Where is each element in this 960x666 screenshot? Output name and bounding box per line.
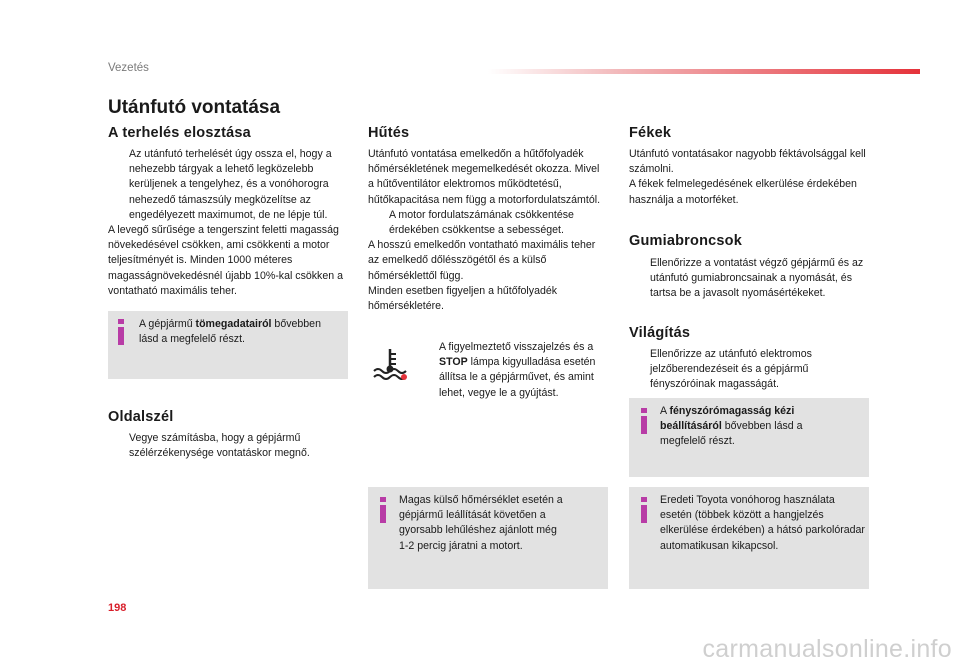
info-icon bbox=[639, 497, 649, 523]
coolant-temperature-warning-icon bbox=[372, 347, 408, 381]
heading-crosswind: Oldalszél bbox=[108, 409, 174, 425]
info-icon bbox=[116, 319, 126, 345]
info-box-mass-data bbox=[108, 311, 348, 379]
paragraph: Utánfutó vontatása emelkedőn a hűtőfolyadék hőmérsékletének megemelkedését okozza. Mivel a hűtőventilátor elektromos működtetésű, hűtőkapacitása nem függ a motorfordulatszámtól. bbox=[368, 148, 601, 206]
paragraph: Utánfutó vontatásakor nagyobb féktávolsággal kell számolni. bbox=[629, 148, 866, 176]
list-item: Ellenőrizze az utánfutó elektromos jelzőberendezéseit és a gépjármű fényszóróinak magasságát. bbox=[650, 348, 812, 391]
crosswind-text bbox=[108, 431, 348, 461]
paragraph: A levegő sűrűsége a tengerszint feletti magasság növekedésével csökken, ami csökkenti a motor teljesítményét is. Minden 1000 méteres magasságnövekedésnél újabb 10%-kal csökken a vontatható maximális teher. bbox=[108, 224, 343, 297]
info-box-cooling bbox=[368, 487, 608, 589]
heading-brakes: Fékek bbox=[629, 125, 672, 141]
paragraph: Minden esetben figyeljen a hűtőfolyadék hőmérsékletére. bbox=[368, 284, 558, 313]
paragraph: A hosszú emelkedőn vontatható maximális teher az emelkedő dőlésszögétől és a külső hőmérséklettől függ. bbox=[368, 239, 596, 282]
info-icon bbox=[378, 497, 388, 523]
info-text: Magas külső hőmérséklet esetén a gépjármű leállítását követően a gyorsabb lehűléshez ajánlott még 1-2 percig járatni a motort. bbox=[399, 494, 563, 552]
info-box-headlamp-adjustment bbox=[629, 398, 869, 477]
load-distribution-text bbox=[108, 147, 348, 299]
header-divider bbox=[488, 69, 920, 74]
page-title: Utánfutó vontatása bbox=[108, 97, 281, 118]
list-item: Vegye számításba, hogy a gépjármű szélérzékenysége vontatáskor megnő. bbox=[129, 432, 310, 460]
info-text: A gépjármű tömegadatairól bővebben lásd a megfelelő részt. bbox=[139, 318, 321, 346]
list-item: A motor fordulatszámának csökkentése érdekében csökkentse a sebességet. bbox=[389, 208, 574, 237]
paragraph: A fékek felmelegedésének elkerülése érdekében használja a motorféket. bbox=[629, 178, 857, 206]
info-text: Eredeti Toyota vonóhorog használata esetén (többek között a hangjelzés elkerülése érdekében) a hátsó parkolóradar automatikusan kikapcsol. bbox=[660, 494, 865, 552]
cooling-text bbox=[368, 147, 606, 314]
heading-tyres: Gumiabroncsok bbox=[629, 233, 742, 249]
page-number: 198 bbox=[108, 602, 127, 614]
heading-lighting: Világítás bbox=[629, 325, 691, 341]
section-label: Vezetés bbox=[108, 62, 149, 74]
lighting-text bbox=[629, 347, 869, 393]
list-item: Az utánfutó terhelését úgy ossza el, hogy a nehezebb tárgyak a lehető legközelebb kerüljenek a tengelyhez, és a vonóhorogra nehezedő támaszsúly megközelítse az engedélyezett maximumot, de ne lépje túl. bbox=[129, 148, 332, 221]
tyres-text bbox=[629, 256, 869, 302]
list-item: A figyelmeztető visszajelzés és a STOP lámpa kigyulladása esetén állítsa le a gépjárművet, és amint lehet, vegye le a gyújtást. bbox=[439, 341, 596, 399]
brakes-text bbox=[629, 147, 869, 208]
info-box-parking-radar bbox=[629, 487, 869, 589]
warning-text bbox=[421, 340, 611, 401]
list-item: Ellenőrizze a vontatást végző gépjármű és az utánfutó gumiabroncsainak a nyomását, és tartsa be a javasolt nyomásértékeket. bbox=[650, 257, 864, 300]
info-text: A fényszórómagasság kézi beállításáról bővebben lásd a megfelelő részt. bbox=[660, 405, 803, 448]
watermark: carmanualsonline.info bbox=[702, 635, 952, 663]
info-icon bbox=[639, 408, 649, 434]
heading-load-distribution: A terhelés elosztása bbox=[108, 125, 251, 141]
heading-cooling: Hűtés bbox=[368, 125, 410, 141]
